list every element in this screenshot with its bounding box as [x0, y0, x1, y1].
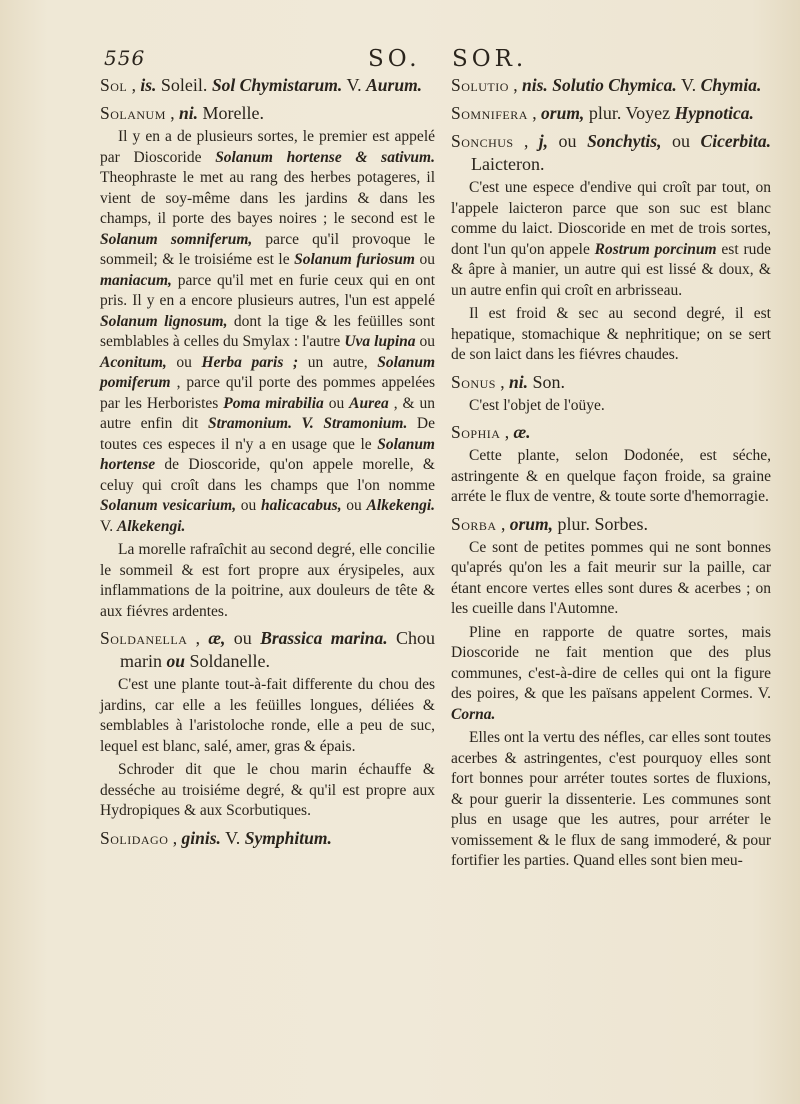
latin-term: Solanum hortense — [100, 435, 435, 473]
body-text: C'est une plante tout-à-fait differente du chou des jardins, car elle a les feüilles longues, déliées & semblables à l'aristoloche ronde, elle a peu de suc, lequel est blanc, salé, amer, gras & épais. — [100, 676, 435, 755]
headword: Sonus — [451, 371, 496, 392]
cross-reference: Aurum. — [366, 75, 423, 95]
latin-synonym: Sonchytis, — [587, 131, 662, 151]
french-gloss: Soleil. — [156, 75, 212, 95]
entry-paragraph — [451, 304, 771, 366]
entry-punct: , — [500, 422, 514, 442]
french-gloss: plur. Sorbes. — [552, 513, 648, 534]
french-gloss: plur. Voyez — [584, 103, 675, 123]
entry-punct: , — [513, 131, 539, 151]
right-column — [451, 74, 771, 877]
entry-punct: , — [127, 75, 141, 95]
entry-paragraph — [100, 540, 435, 622]
entry-paragraph — [451, 623, 771, 726]
grammar-ending: æ. — [513, 422, 531, 442]
body-text: Elles ont la vertu des néfles, car elles sont toutes acerbes & astringentes, c'est pourquoy elles sont fort bonnes pour arréter toutes sortes de fluxions, & pour guerir la dissenterie. Les communes sont plus en usage que les autres, pour arréter le vomissement & le flux de sang immoderé, & pour fortifier les parties. Quand elles sont bien meu- — [451, 729, 771, 869]
body-text: ou — [323, 394, 350, 412]
body-text: un autre, — [298, 353, 378, 371]
dictionary-entry-solidago — [100, 827, 435, 850]
grammar-ending: orum, — [509, 513, 553, 534]
body-text: La morelle rafraîchit au second degré, elle concilie le sommeil & est fort propre aux érysipeles, aux inflammations de la poitrine, aux douleurs de tête & aux fiévres ardentes. — [100, 541, 435, 620]
latin-term: Aconitum, — [100, 353, 167, 371]
grammar-ending: ni. — [179, 103, 199, 123]
entry-paragraph — [451, 396, 771, 417]
entry-paragraph — [451, 538, 771, 620]
body-text: De toutes ces especes il n'y a en usage que le — [100, 415, 435, 453]
entry-headword-line — [451, 74, 771, 97]
entry-headword-line — [451, 513, 771, 536]
body-text: Theophraste le met au rang des herbes potageres, il vient de soy-même dans les jardins & dans les champs, il porte des bayes noires ; le second est le — [100, 169, 435, 227]
body-text: ou — [166, 353, 202, 371]
body-text: , parce qu'il porte des pommes appelées par les Herboristes — [100, 374, 435, 412]
latin-term: Solanum hortense & sativum. — [215, 148, 435, 166]
body-text: Il y en a de plusieurs sortes, le premier est appelé par Dioscoride — [100, 128, 435, 166]
french-gloss: Soldanelle. — [184, 651, 270, 671]
latin-term: Alkekengi. — [366, 497, 436, 514]
headword: Solanum — [100, 103, 166, 123]
body-text: Cette plante, selon Dodonée, est séche, astringente & en quelque façon froide, sa graine arréte le flux de ventre, & toute sorte d'hemorragie. — [451, 447, 771, 505]
headword: Sophia — [451, 422, 501, 442]
french-gloss: Morelle. — [198, 103, 264, 123]
body-text: Pline en rapporte de quatre sortes, mais Dioscoride ne fait mention que des plus communes, c'est-à-dire de celles qui ont la figure des poires, & que les païsans appelent Cormes. V. — [451, 623, 771, 702]
dictionary-entry-sorba — [451, 513, 771, 872]
latin-term: Solanum somniferum, — [100, 230, 253, 248]
entry-punct: , — [508, 75, 523, 95]
entry-paragraph — [451, 728, 771, 872]
entry-paragraph — [100, 760, 435, 822]
french-gloss: Chou marin — [120, 628, 436, 671]
latin-term: Solanum pomiferum — [100, 353, 436, 391]
dictionary-entry-solutio — [451, 74, 771, 97]
entry-headword-line — [451, 421, 771, 444]
headword: Sonchus — [451, 131, 514, 151]
body-text: de Dioscoride, qu'on appele morelle, & celuy qui croît dans les champs que l'on nomme — [100, 456, 435, 494]
latin-term: maniacum, — [100, 271, 172, 289]
entry-punct: , — [187, 628, 209, 648]
conjunction: ou — [166, 651, 185, 671]
body-text: dont la tige & les feüilles sont semblables à celles du Smylax : l'autre — [100, 312, 435, 350]
entry-punct: , — [496, 513, 510, 534]
body-text: C'est une espece d'endive qui croît par tout, on l'appele laicteron parce que son suc est blanc comme du laict. Dioscoride en met de trois sortes, dont l'un qu'on appele — [451, 179, 771, 258]
grammar-ending: nis. — [522, 75, 548, 95]
headword: Sorba — [451, 513, 497, 534]
body-text: V. — [100, 517, 117, 535]
latin-term: Solanum vesicarium, — [100, 497, 237, 514]
entry-punct: , — [168, 827, 182, 848]
page-number: 556 — [104, 46, 146, 70]
headword: Solidago — [100, 827, 169, 848]
grammar-ending: j, — [538, 131, 549, 151]
body-text: Schroder dit que le chou marin échauffe & desséche au troisiéme degré, & qu'il est propre aux Hydropiques & aux Scorbutiques. — [100, 761, 435, 819]
grammar-ending: ginis. — [181, 827, 221, 848]
body-text: parce qu'il provoque le sommeil; & le troisiéme est le — [100, 230, 435, 268]
latin-term: Corna. — [451, 705, 496, 723]
latin-synonym: Brassica marina. — [260, 628, 388, 648]
grammar-ending: ni. — [509, 371, 529, 392]
body-text: ou — [415, 333, 436, 350]
headword: Solutio — [451, 75, 509, 95]
cross-reference: Hypnotica. — [674, 103, 754, 123]
dictionary-entry-sophia — [451, 421, 771, 508]
running-head-left: SO. — [368, 46, 421, 72]
cross-reference: Symphitum. — [244, 827, 332, 848]
entry-headword-line — [451, 102, 771, 125]
latin-term: Herba paris ; — [201, 353, 299, 371]
entry-paragraph — [100, 127, 435, 537]
dictionary-entry-somnifera — [451, 102, 771, 125]
grammar-ending: is. — [140, 75, 157, 95]
grammar-ending: orum, — [541, 103, 585, 123]
entry-punct: , — [527, 103, 542, 123]
grammar-ending: æ, — [208, 628, 226, 648]
cross-reference: Cicerbita. — [700, 131, 772, 151]
running-header — [100, 44, 780, 78]
entry-paragraph — [100, 675, 435, 757]
french-gloss: V. — [676, 75, 701, 95]
entry-headword-line — [451, 130, 771, 176]
dictionary-entry-sonus — [451, 371, 771, 417]
body-text: ou — [341, 497, 367, 514]
french-gloss: Son. — [528, 371, 566, 392]
latin-term: Alkekengi. — [116, 517, 186, 535]
running-head-right: SOR. — [452, 46, 528, 72]
french-gloss: ou — [548, 131, 588, 151]
entry-paragraph — [451, 178, 771, 301]
latin-term: Rostrum porcinum — [594, 240, 717, 258]
cross-reference: Chymia. — [700, 75, 762, 95]
body-text: , & un autre enfin dit — [100, 394, 436, 432]
entry-punct: , — [165, 103, 180, 123]
left-column — [100, 74, 435, 855]
entry-headword-line — [100, 102, 435, 125]
entry-punct: , — [495, 371, 510, 392]
body-text: ou — [414, 251, 435, 268]
body-text: Ce sont de petites pommes qui ne sont bonnes qu'aprés qu'on les a fait meurir sur la paille, car étant encore vertes elles sont dures & acerbes ; on les cueille dans l'Automne. — [451, 538, 771, 617]
dictionary-entry-sol — [100, 74, 435, 97]
french-gloss: ou — [661, 131, 701, 151]
body-text: Il est froid & sec au second degré, il est hepatique, stomachique & nephritique; on se sert de son laict dans les fiévres chaudes. — [451, 305, 771, 363]
headword: Somnifera — [451, 103, 528, 123]
dictionary-entry-soldanella — [100, 627, 435, 822]
french-gloss: V. — [342, 75, 367, 95]
latin-term: Uva lupina — [344, 333, 416, 350]
entry-headword-line — [100, 74, 435, 97]
latin-term: Solanum lignosum, — [100, 312, 228, 330]
entry-headword-line — [100, 627, 435, 673]
french-gloss: V. — [220, 827, 245, 848]
dictionary-entry-solanum — [100, 102, 435, 622]
body-text: parce qu'il met en furie ceux qui en ont pris. Il y en a encore plusieurs autres, l'un est appelé — [100, 271, 435, 309]
body-text: est rude & âpre à manier, un autre qui est lissé & doux, & un autre enfin qui croît en arbrisseau. — [451, 240, 771, 299]
entry-headword-line — [100, 827, 435, 850]
body-text: ou — [236, 497, 262, 514]
entry-paragraph — [451, 446, 771, 508]
latin-term: Stramonium. V. Stramonium. — [207, 415, 408, 432]
headword: Sol — [100, 75, 128, 95]
latin-term: Solanum furiosum — [294, 251, 415, 268]
headword: Soldanella — [100, 628, 188, 648]
dictionary-entry-sonchus — [451, 130, 771, 366]
latin-term: Poma mirabilia — [223, 394, 324, 412]
latin-term: Aurea — [349, 394, 389, 412]
latin-synonym: Sol Chymistarum. — [211, 75, 343, 95]
entry-headword-line — [451, 371, 771, 394]
latin-synonym: Solutio Chymica. — [552, 75, 677, 95]
french-gloss: Laicteron. — [471, 154, 545, 174]
body-text: C'est l'objet de l'oüye. — [469, 396, 605, 414]
french-gloss: ou — [225, 628, 261, 648]
latin-term: halicacabus, — [261, 497, 342, 514]
